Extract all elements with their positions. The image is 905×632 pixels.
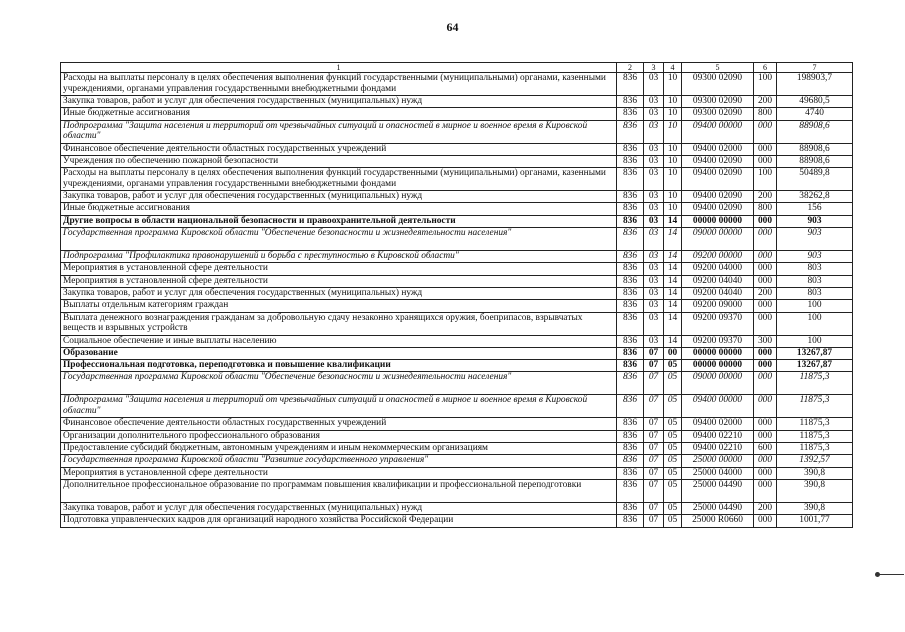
header-cell: 5	[682, 63, 754, 73]
table-row	[61, 143, 853, 155]
section-cell: 03	[644, 312, 664, 335]
code-cell: 836	[617, 263, 644, 275]
article-cell: 09200 04040	[682, 275, 754, 287]
section-cell: 07	[644, 360, 664, 372]
section-cell: 03	[644, 155, 664, 167]
expense-type-cell: 000	[754, 312, 777, 335]
article-cell: 25000 04490	[682, 479, 754, 502]
article-cell: 09000 00000	[682, 372, 754, 395]
article-cell: 09400 02090	[682, 155, 754, 167]
code-cell: 836	[617, 455, 644, 467]
table-row	[61, 215, 853, 227]
article-cell: 09300 02090	[682, 108, 754, 120]
row-name-cell: Подпрограмма "Профилактика правонарушений и борьба с преступностью в Кировской области"	[61, 251, 617, 263]
article-cell: 00000 00000	[682, 215, 754, 227]
subsection-cell: 05	[664, 455, 682, 467]
section-cell: 03	[644, 203, 664, 215]
table-row	[61, 168, 853, 191]
section-cell: 07	[644, 347, 664, 359]
section-cell: 03	[644, 300, 664, 312]
code-cell: 836	[617, 120, 644, 143]
row-name-cell: Государственная программа Кировской области "Обеспечение безопасности и жизнедеятельности населения"	[61, 372, 617, 395]
amount-cell: 198903,7	[777, 73, 853, 96]
code-cell: 836	[617, 479, 644, 502]
table-row	[61, 430, 853, 442]
amount-cell: 390,8	[777, 479, 853, 502]
expense-type-cell: 000	[754, 215, 777, 227]
article-cell: 09200 09370	[682, 335, 754, 347]
article-cell: 25000 R0660	[682, 515, 754, 527]
expense-type-cell: 000	[754, 515, 777, 527]
code-cell: 836	[617, 73, 644, 96]
subsection-cell: 05	[664, 418, 682, 430]
amount-cell: 903	[777, 251, 853, 263]
code-cell: 836	[617, 418, 644, 430]
row-name-cell: Финансовое обеспечение деятельности областных государственных учреждений	[61, 418, 617, 430]
subsection-cell: 05	[664, 502, 682, 514]
subsection-cell: 14	[664, 335, 682, 347]
amount-cell: 100	[777, 300, 853, 312]
article-cell: 09400 02210	[682, 430, 754, 442]
subsection-cell: 05	[664, 360, 682, 372]
article-cell: 09200 09000	[682, 300, 754, 312]
expense-type-cell: 000	[754, 155, 777, 167]
article-cell: 25000 00000	[682, 455, 754, 467]
subsection-cell: 10	[664, 143, 682, 155]
code-cell: 836	[617, 191, 644, 203]
expense-type-cell: 000	[754, 120, 777, 143]
section-cell: 03	[644, 143, 664, 155]
article-cell: 09400 00000	[682, 120, 754, 143]
table-row	[61, 347, 853, 359]
code-cell: 836	[617, 467, 644, 479]
row-name-cell: Мероприятия в установленной сфере деятельности	[61, 263, 617, 275]
row-name-cell: Финансовое обеспечение деятельности областных государственных учреждений	[61, 143, 617, 155]
row-name-cell: Расходы на выплаты персоналу в целях обеспечения выполнения функций государственными (муниципальными) органами, казенными учреждениями, органами управления государственными внебюджетными фондами	[61, 73, 617, 96]
section-cell: 03	[644, 120, 664, 143]
table-row	[61, 502, 853, 514]
code-cell: 836	[617, 502, 644, 514]
article-cell: 00000 00000	[682, 347, 754, 359]
amount-cell: 100	[777, 335, 853, 347]
amount-cell: 100	[777, 312, 853, 335]
amount-cell: 49680,5	[777, 96, 853, 108]
subsection-cell: 05	[664, 372, 682, 395]
code-cell: 836	[617, 228, 644, 251]
subsection-cell: 14	[664, 312, 682, 335]
article-cell: 09200 00000	[682, 251, 754, 263]
row-name-cell: Закупка товаров, работ и услуг для обеспечения государственных (муниципальных) нужд	[61, 287, 617, 299]
subsection-cell: 14	[664, 287, 682, 299]
subsection-cell: 05	[664, 430, 682, 442]
expense-type-cell: 000	[754, 143, 777, 155]
article-cell: 09200 09370	[682, 312, 754, 335]
table-row	[61, 360, 853, 372]
code-cell: 836	[617, 96, 644, 108]
subsection-cell: 10	[664, 108, 682, 120]
expense-type-cell: 200	[754, 96, 777, 108]
code-cell: 836	[617, 360, 644, 372]
code-cell: 836	[617, 312, 644, 335]
section-cell: 07	[644, 479, 664, 502]
row-name-cell: Выплата денежного вознаграждения гражданам за добровольную сдачу незаконно хранящихся оружия, боеприпасов, взрывчатых веществ и взрывных устройств	[61, 312, 617, 335]
article-cell: 00000 00000	[682, 360, 754, 372]
budget-table	[60, 62, 853, 528]
amount-cell: 11875,3	[777, 443, 853, 455]
article-cell: 09400 02000	[682, 143, 754, 155]
code-cell: 836	[617, 515, 644, 527]
expense-type-cell: 000	[754, 275, 777, 287]
expense-type-cell: 000	[754, 372, 777, 395]
subsection-cell: 14	[664, 228, 682, 251]
row-name-cell: Закупка товаров, работ и услуг для обеспечения государственных (муниципальных) нужд	[61, 96, 617, 108]
row-name-cell: Иные бюджетные ассигнования	[61, 108, 617, 120]
amount-cell: 11875,3	[777, 372, 853, 395]
code-cell: 836	[617, 443, 644, 455]
section-cell: 03	[644, 228, 664, 251]
amount-cell: 88908,6	[777, 155, 853, 167]
table-row	[61, 515, 853, 527]
expense-type-cell: 300	[754, 335, 777, 347]
code-cell: 836	[617, 203, 644, 215]
expense-type-cell: 000	[754, 360, 777, 372]
subsection-cell: 05	[664, 443, 682, 455]
table-row	[61, 467, 853, 479]
subsection-cell: 14	[664, 251, 682, 263]
table-row	[61, 312, 853, 335]
row-name-cell: Образование	[61, 347, 617, 359]
code-cell: 836	[617, 347, 644, 359]
row-name-cell: Государственная программа Кировской области "Развитие государственного управления"	[61, 455, 617, 467]
row-name-cell: Социальное обеспечение и иные выплаты населению	[61, 335, 617, 347]
expense-type-cell: 000	[754, 263, 777, 275]
code-cell: 836	[617, 155, 644, 167]
section-cell: 07	[644, 372, 664, 395]
subsection-cell: 05	[664, 479, 682, 502]
section-cell: 07	[644, 467, 664, 479]
header-cell: 4	[664, 63, 682, 73]
row-name-cell: Расходы на выплаты персоналу в целях обеспечения выполнения функций государственными (муниципальными) органами, казенными учреждениями, органами управления государственными внебюджетными фондами	[61, 168, 617, 191]
amount-cell: 38262,8	[777, 191, 853, 203]
row-name-cell: Профессиональная подготовка, переподготовка и повышение квалификации	[61, 360, 617, 372]
table-row	[61, 287, 853, 299]
header-cell: 7	[777, 63, 853, 73]
amount-cell: 803	[777, 287, 853, 299]
subsection-cell: 10	[664, 191, 682, 203]
amount-cell: 803	[777, 263, 853, 275]
section-cell: 07	[644, 515, 664, 527]
row-name-cell: Предоставление субсидий бюджетным, автономным учреждениям и иным некоммерческим организациям	[61, 443, 617, 455]
table-row	[61, 335, 853, 347]
amount-cell: 88908,6	[777, 120, 853, 143]
amount-cell: 11875,3	[777, 395, 853, 418]
header-cell: 3	[644, 63, 664, 73]
table-row	[61, 203, 853, 215]
row-name-cell: Другие вопросы в области национальной безопасности и правоохранительной деятельности	[61, 215, 617, 227]
section-cell: 07	[644, 418, 664, 430]
section-cell: 07	[644, 455, 664, 467]
amount-cell: 903	[777, 215, 853, 227]
table-row	[61, 479, 853, 502]
expense-type-cell: 800	[754, 203, 777, 215]
expense-type-cell: 000	[754, 395, 777, 418]
expense-type-cell: 000	[754, 418, 777, 430]
subsection-cell: 14	[664, 300, 682, 312]
row-name-cell: Государственная программа Кировской области "Обеспечение безопасности и жизнедеятельности населения"	[61, 228, 617, 251]
table-row	[61, 108, 853, 120]
amount-cell: 4740	[777, 108, 853, 120]
amount-cell: 1392,57	[777, 455, 853, 467]
expense-type-cell: 200	[754, 287, 777, 299]
expense-type-cell: 800	[754, 108, 777, 120]
expense-type-cell: 000	[754, 479, 777, 502]
article-cell: 25000 04000	[682, 467, 754, 479]
expense-type-cell: 000	[754, 467, 777, 479]
amount-cell: 156	[777, 203, 853, 215]
article-cell: 09400 02000	[682, 418, 754, 430]
code-cell: 836	[617, 300, 644, 312]
expense-type-cell: 200	[754, 191, 777, 203]
table-row	[61, 372, 853, 395]
expense-type-cell: 000	[754, 455, 777, 467]
table-row	[61, 275, 853, 287]
article-cell: 09300 02090	[682, 73, 754, 96]
table-row	[61, 96, 853, 108]
subsection-cell: 10	[664, 73, 682, 96]
subsection-cell: 10	[664, 155, 682, 167]
subsection-cell: 00	[664, 347, 682, 359]
table-row	[61, 455, 853, 467]
amount-cell: 50489,8	[777, 168, 853, 191]
amount-cell: 803	[777, 275, 853, 287]
article-cell: 09200 04040	[682, 287, 754, 299]
section-cell: 03	[644, 191, 664, 203]
article-cell: 25000 04490	[682, 502, 754, 514]
expense-type-cell: 600	[754, 443, 777, 455]
table-row	[61, 73, 853, 96]
amount-cell: 11875,3	[777, 430, 853, 442]
table-row	[61, 120, 853, 143]
header-cell: 1	[61, 63, 617, 73]
section-cell: 03	[644, 96, 664, 108]
article-cell: 09400 02210	[682, 443, 754, 455]
subsection-cell: 14	[664, 275, 682, 287]
code-cell: 836	[617, 215, 644, 227]
amount-cell: 903	[777, 228, 853, 251]
section-cell: 03	[644, 263, 664, 275]
section-cell: 03	[644, 73, 664, 96]
row-name-cell: Закупка товаров, работ и услуг для обеспечения государственных (муниципальных) нужд	[61, 502, 617, 514]
table-row	[61, 300, 853, 312]
expense-type-cell: 200	[754, 502, 777, 514]
subsection-cell: 10	[664, 203, 682, 215]
table-row	[61, 443, 853, 455]
subsection-cell: 05	[664, 467, 682, 479]
expense-type-cell: 000	[754, 347, 777, 359]
row-name-cell: Иные бюджетные ассигнования	[61, 203, 617, 215]
article-cell: 09400 02090	[682, 191, 754, 203]
header-cell: 6	[754, 63, 777, 73]
subsection-cell: 05	[664, 395, 682, 418]
code-cell: 836	[617, 251, 644, 263]
section-cell: 03	[644, 287, 664, 299]
row-name-cell: Мероприятия в установленной сфере деятельности	[61, 275, 617, 287]
expense-type-cell: 100	[754, 73, 777, 96]
article-cell: 09400 02090	[682, 168, 754, 191]
amount-cell: 13267,87	[777, 360, 853, 372]
amount-cell: 11875,3	[777, 418, 853, 430]
row-name-cell: Организации дополнительного профессионального образования	[61, 430, 617, 442]
article-cell: 09000 00000	[682, 228, 754, 251]
section-cell: 07	[644, 502, 664, 514]
row-name-cell: Выплаты отдельным категориям граждан	[61, 300, 617, 312]
expense-type-cell: 000	[754, 251, 777, 263]
row-name-cell: Подпрограмма "Защита населения и территорий от чрезвычайных ситуаций и опасностей в мирное и военное время в Кировской области"	[61, 395, 617, 418]
article-cell: 09400 00000	[682, 395, 754, 418]
article-cell: 09300 02090	[682, 96, 754, 108]
header-cell: 2	[617, 63, 644, 73]
subsection-cell: 14	[664, 215, 682, 227]
expense-type-cell: 100	[754, 168, 777, 191]
amount-cell: 390,8	[777, 467, 853, 479]
section-cell: 07	[644, 430, 664, 442]
row-name-cell: Дополнительное профессиональное образование по программам повышения квалификации и профессиональной переподготовки	[61, 479, 617, 502]
table-row	[61, 395, 853, 418]
amount-cell: 88908,6	[777, 143, 853, 155]
code-cell: 836	[617, 395, 644, 418]
section-cell: 07	[644, 443, 664, 455]
article-cell: 09200 04000	[682, 263, 754, 275]
subsection-cell: 14	[664, 263, 682, 275]
margin-mark	[878, 574, 904, 575]
code-cell: 836	[617, 275, 644, 287]
code-cell: 836	[617, 335, 644, 347]
amount-cell: 1001,77	[777, 515, 853, 527]
subsection-cell: 05	[664, 515, 682, 527]
section-cell: 03	[644, 108, 664, 120]
row-name-cell: Мероприятия в установленной сфере деятельности	[61, 467, 617, 479]
table-row	[61, 251, 853, 263]
section-cell: 07	[644, 395, 664, 418]
section-cell: 03	[644, 215, 664, 227]
code-cell: 836	[617, 168, 644, 191]
table-row	[61, 263, 853, 275]
code-cell: 836	[617, 372, 644, 395]
article-cell: 09400 02090	[682, 203, 754, 215]
row-name-cell: Подпрограмма "Защита населения и территорий от чрезвычайных ситуаций и опасностей в мирное и военное время в Кировской области"	[61, 120, 617, 143]
code-cell: 836	[617, 108, 644, 120]
row-name-cell: Закупка товаров, работ и услуг для обеспечения государственных (муниципальных) нужд	[61, 191, 617, 203]
code-cell: 836	[617, 430, 644, 442]
section-cell: 03	[644, 168, 664, 191]
row-name-cell: Учреждения по обеспечению пожарной безопасности	[61, 155, 617, 167]
section-cell: 03	[644, 251, 664, 263]
expense-type-cell: 000	[754, 300, 777, 312]
table-header-row	[61, 63, 853, 73]
section-cell: 03	[644, 335, 664, 347]
subsection-cell: 10	[664, 168, 682, 191]
table-body	[61, 63, 853, 528]
table-row	[61, 228, 853, 251]
page-number: 64	[446, 20, 459, 34]
expense-type-cell: 000	[754, 228, 777, 251]
table-row	[61, 418, 853, 430]
amount-cell: 390,8	[777, 502, 853, 514]
table-row	[61, 155, 853, 167]
code-cell: 836	[617, 143, 644, 155]
subsection-cell: 10	[664, 96, 682, 108]
table-row	[61, 191, 853, 203]
expense-type-cell: 000	[754, 430, 777, 442]
subsection-cell: 10	[664, 120, 682, 143]
row-name-cell: Подготовка управленческих кадров для организаций народного хозяйства Российской Федерации	[61, 515, 617, 527]
section-cell: 03	[644, 275, 664, 287]
amount-cell: 13267,87	[777, 347, 853, 359]
code-cell: 836	[617, 287, 644, 299]
